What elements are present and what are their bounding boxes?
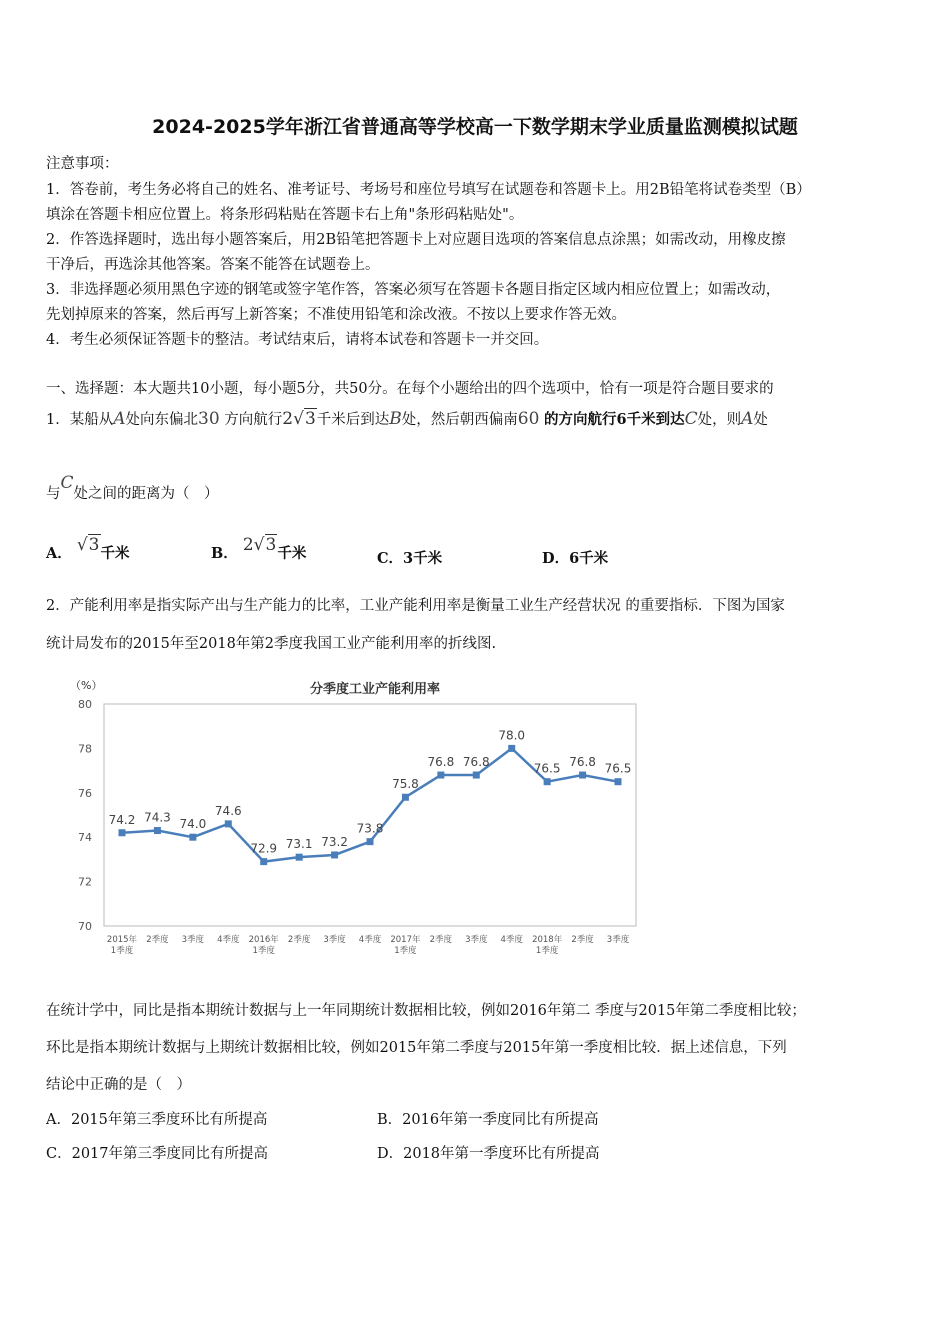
y-tick-label: 74 xyxy=(78,831,92,845)
notice-line: 1．答卷前，考生务必将自己的姓名、准考证号、考场号和座位号填写在试题卷和答题卡上。用2B铅笔将试卷类型（B） xyxy=(46,182,811,198)
notice-line: 先划掉原来的答案，然后再写上新答案；不准使用铅笔和涂改液。不按以上要求作答无效。 xyxy=(46,307,626,323)
plot-area xyxy=(104,704,636,926)
page-title: 2024-2025学年浙江省普通高等学校高一下数学期末学业质量监测模拟试题 xyxy=(152,116,798,138)
data-label: 73.8 xyxy=(356,821,384,836)
x-tick-label: 2季度 xyxy=(146,935,169,945)
data-label: 76.5 xyxy=(533,761,561,776)
chart-layer xyxy=(78,698,631,956)
question-2-line-1: 2．产能利用率是指实际产出与生产能力的比率，工业产能利用率是衡量工业生产经营状况 的重要指标．下图为国家 xyxy=(46,598,785,614)
data-label: 74.0 xyxy=(179,817,207,832)
section-heading: 一、选择题：本大题共10小题，每小题5分，共50分。在每个小题给出的四个选项中，恰有一项是符合题目要求的 xyxy=(46,381,774,397)
x-tick-label: 1季度 xyxy=(110,946,134,956)
q1-text: 1．某船从 xyxy=(46,412,114,428)
chart-title: 分季度工业产能利用率 xyxy=(309,682,441,697)
q1-text: 与 xyxy=(46,486,61,502)
data-point xyxy=(437,772,444,779)
data-label: 73.1 xyxy=(285,837,313,852)
x-tick-label: 2季度 xyxy=(287,935,311,945)
data-label: 73.2 xyxy=(321,834,348,849)
data-label: 75.8 xyxy=(392,777,419,792)
x-tick-label: 2季度 xyxy=(429,935,453,945)
x-tick-label: 2018年 xyxy=(532,935,563,945)
x-tick-label: 3季度 xyxy=(181,935,205,945)
data-point xyxy=(544,778,551,785)
data-point xyxy=(189,834,196,841)
notice-line: 2．作答选择题时，选出每小题答案后，用2B铅笔把答题卡上对应题目选项的答案信息点涂黑；如需改动，用橡皮擦 xyxy=(46,232,786,248)
angle-30: 30 xyxy=(198,409,220,429)
x-tick-label: 2017年 xyxy=(390,935,421,945)
q1-text: 千米后到达 xyxy=(316,412,390,428)
data-label: 78.0 xyxy=(498,728,526,743)
q1-option-b[interactable]: B． 2√3千米 xyxy=(211,535,307,562)
data-point xyxy=(154,827,161,834)
x-tick-label: 2016年 xyxy=(248,935,279,945)
point-c-label: C xyxy=(684,409,698,429)
two-root-three: 2√3 xyxy=(242,535,277,555)
q1-text: 处 xyxy=(753,412,768,428)
y-tick-label: 80 xyxy=(78,698,92,711)
question-2-after-2: 环比是指本期统计数据与上期统计数据相比较，例如2015年第二季度与2015年第一季度相比较．据上述信息，下列 xyxy=(46,1040,787,1056)
x-tick-label: 4季度 xyxy=(358,935,382,945)
data-label: 76.8 xyxy=(462,755,490,770)
question-1-line-1 xyxy=(46,408,768,429)
two-root-three: 2√3 xyxy=(282,409,316,429)
point-a-label: A xyxy=(741,409,754,429)
x-tick-label: 3季度 xyxy=(606,935,630,945)
q2-option-b[interactable]: B．2016年第一季度同比有所提高 xyxy=(377,1112,599,1128)
notice-line: 4．考生必须保证答题卡的整洁。考试结束后，请将本试卷和答题卡一并交回。 xyxy=(46,332,549,348)
data-point xyxy=(402,794,409,801)
x-tick-label: 1季度 xyxy=(252,946,275,956)
data-point xyxy=(296,854,303,861)
q2-option-d[interactable]: D．2018年第一季度环比有所提高 xyxy=(377,1146,600,1162)
y-tick-label: 76 xyxy=(78,786,92,800)
angle-60: 60 xyxy=(517,409,540,429)
notice-line: 干净后，再选涂其他答案。答案不能答在试题卷上。 xyxy=(46,257,380,273)
data-label: 76.8 xyxy=(569,755,596,770)
q1-text: 处之间的距离为（ ） xyxy=(73,486,219,502)
notice-line: 填涂在答题卡相应位置上。将条形码粘贴在答题卡右上角"条形码粘贴处"。 xyxy=(46,207,524,223)
q1-option-a[interactable]: A． √3千米 xyxy=(46,535,130,562)
point-b-label: B xyxy=(389,409,402,429)
data-label: 74.3 xyxy=(144,810,171,825)
data-label: 74.6 xyxy=(214,803,242,818)
root-three: √3 xyxy=(76,535,100,555)
q1-option-d[interactable]: D．6千米 xyxy=(542,550,609,567)
chart-y-unit: （%） xyxy=(70,679,103,692)
data-label: 72.9 xyxy=(250,841,278,856)
capacity-utilization-chart xyxy=(60,670,660,970)
data-point xyxy=(615,778,622,785)
point-c-label: C xyxy=(60,473,74,493)
data-point xyxy=(508,745,515,752)
q1-text: 处向东偏北 xyxy=(125,412,199,428)
q1-text: 的方向航行6千米到达 xyxy=(544,411,685,428)
data-label: 76.8 xyxy=(427,755,455,770)
data-point xyxy=(473,772,480,779)
x-tick-label: 1季度 xyxy=(535,946,559,956)
data-point xyxy=(367,838,374,845)
q1-text: 方向航行 xyxy=(224,412,283,428)
x-tick-label: 3季度 xyxy=(465,935,488,945)
y-tick-label: 72 xyxy=(78,875,92,889)
y-tick-label: 78 xyxy=(78,742,92,756)
notice-heading: 注意事项： xyxy=(46,156,119,172)
x-tick-label: 4季度 xyxy=(500,935,523,945)
x-tick-label: 3季度 xyxy=(323,935,346,945)
y-tick-label: 70 xyxy=(78,920,92,933)
data-point xyxy=(579,772,586,779)
x-tick-label: 1季度 xyxy=(394,946,417,956)
data-label: 76.5 xyxy=(604,761,632,776)
q1-text: 处，然后朝西偏南 xyxy=(401,412,518,428)
data-point xyxy=(225,820,232,827)
q1-option-c[interactable]: C．3千米 xyxy=(377,550,443,567)
q2-option-c[interactable]: C．2017年第三季度同比有所提高 xyxy=(46,1146,268,1162)
data-point xyxy=(119,829,126,836)
question-2-after-3: 结论中正确的是（ ） xyxy=(46,1077,191,1093)
x-tick-label: 4季度 xyxy=(217,935,240,945)
question-2-line-2: 统计局发布的2015年至2018年第2季度我国工业产能利用率的折线图. xyxy=(46,636,497,652)
question-1-line-2 xyxy=(46,473,219,503)
question-2-after-1: 在统计学中，同比是指本期统计数据与上一年同期统计数据相比较，例如2016年第二 季度与2015年第二季度相比较； xyxy=(46,1003,806,1019)
q2-option-a[interactable]: A．2015年第三季度环比有所提高 xyxy=(46,1112,268,1128)
notice-line: 3．非选择题必须用黑色字迹的钢笔或签字笔作答，答案必须写在答题卡各题目指定区域内相应位置上；如需改动， xyxy=(46,282,781,298)
data-point xyxy=(260,858,267,865)
x-tick-label: 2季度 xyxy=(571,935,594,945)
data-label: 74.2 xyxy=(108,812,136,827)
point-a-label: A xyxy=(113,409,126,429)
x-tick-label: 2015年 xyxy=(106,935,138,945)
q1-text: 处，则 xyxy=(697,412,742,428)
data-point xyxy=(331,851,338,858)
